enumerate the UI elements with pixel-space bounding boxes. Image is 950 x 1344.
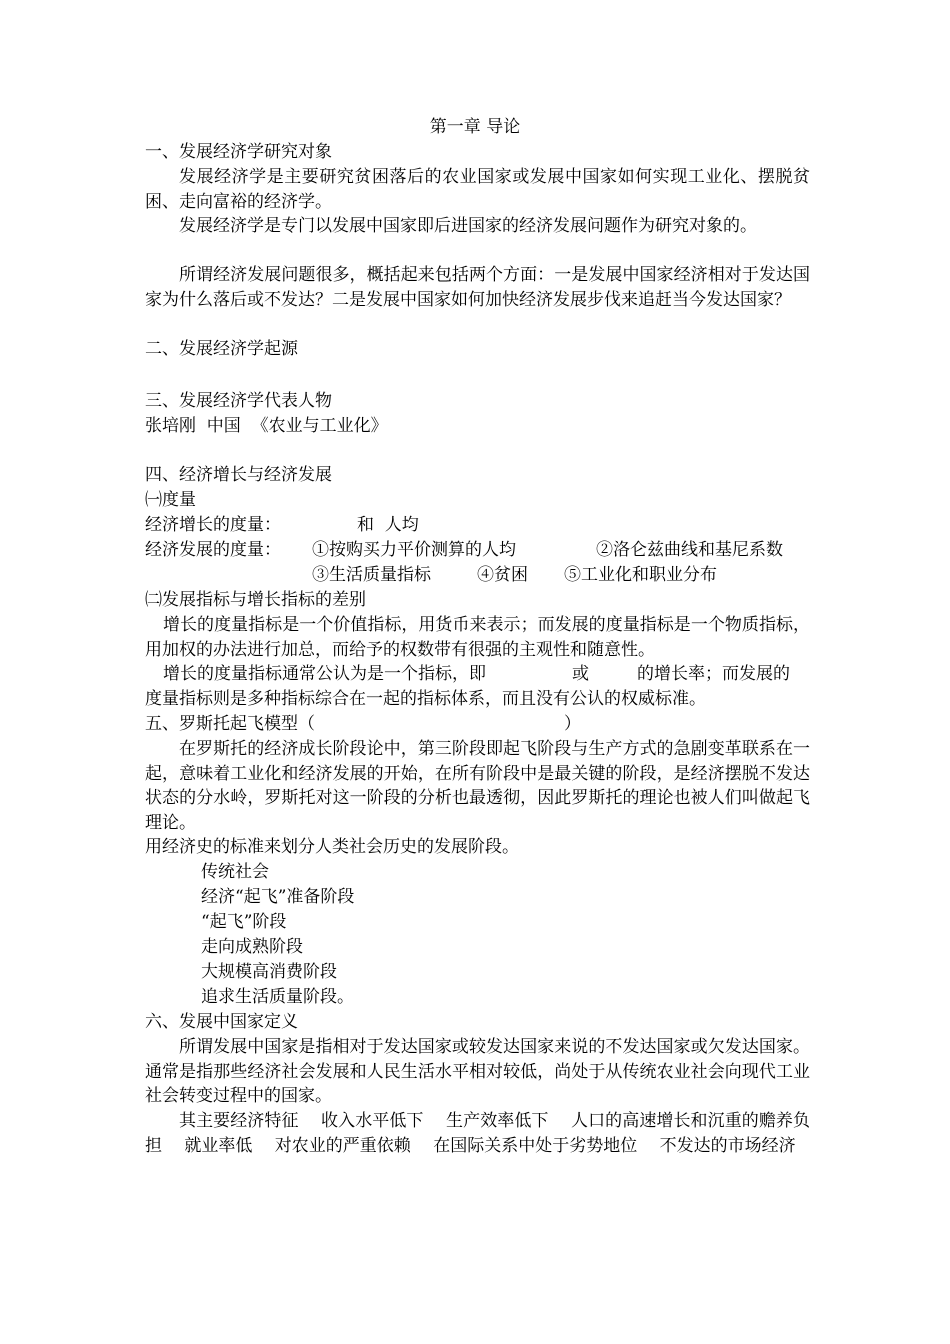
section-3-heading: 三、发展经济学代表人物 <box>145 391 332 411</box>
section-1-paragraph-1: 发展经济学是主要研究贫困落后的农业国家或发展中国家如何实现工业化、摆脱贫困、走向富裕的经济学。 <box>145 167 810 212</box>
section-6-paragraph-2: 其主要经济特征 收入水平低下 生产效率低下 人口的高速增长和沉重的赡养负担 就业率低 对农业的严重依赖 在国际关系中处于劣势地位 不发达的市场经济 <box>145 1111 810 1156</box>
section-1-heading: 一、发展经济学研究对象 <box>145 142 332 162</box>
section-4-paragraph-2-part-b: 或 <box>572 664 589 684</box>
section-4-paragraph-2-part-c-line-1: 的增长率；而发展的 <box>637 664 790 684</box>
development-measure-item-3: ③生活质量指标 <box>312 565 431 585</box>
stage-item: 追求生活质量阶段。 <box>201 987 354 1007</box>
chapter-title: 第一章 导论 <box>429 117 521 137</box>
section-4-paragraph-2-part-a: 增长的度量指标通常公认为是一个指标，即 <box>163 664 486 684</box>
development-measure-item-2: ②洛仑兹曲线和基尼系数 <box>596 540 783 560</box>
stage-item: “起飞”阶段 <box>201 912 287 932</box>
section-6-paragraph-1: 所谓发展中国家是指相对于发达国家或较发达国家来说的不发达国家或欠发达国家。通常是指那些经济社会发展和人民生活水平相对较低，尚处于从传统农业社会向现代工业社会转变过程中的国家。 <box>145 1037 810 1107</box>
stage-item: 传统社会 <box>201 862 269 882</box>
section-1-paragraph-3: 所谓经济发展问题很多，概括起来包括两个方面：一是发展中国家经济相对于发达国家为什么落后或不发达？二是发展中国家如何加快经济发展步伐来追赶当今发达国家？ <box>145 265 810 310</box>
section-4-subheading-2: ㈡发展指标与增长指标的差别 <box>145 590 366 610</box>
section-4-heading: 四、经济增长与经济发展 <box>145 465 332 485</box>
growth-measure-value: 和 人均 <box>357 515 419 535</box>
section-5-paragraph-1: 在罗斯托的经济成长阶段论中，第三阶段即起飞阶段与生产方式的急剧变革联系在一起，意味着工业化和经济发展的开始，在所有阶段中是最关键的阶段，是经济摆脱不发达状态的分水岭，罗斯托对这一阶段的分析也最透彻，因此罗斯托的理论也被人们叫做起飞理论。 <box>145 739 810 833</box>
growth-measure-label: 经济增长的度量： <box>145 515 281 535</box>
development-measure-item-1: ①按购买力平价测算的人均 <box>312 540 516 560</box>
section-1-paragraph-2: 发展经济学是专门以发展中国家即后进国家的经济发展问题作为研究对象的。 <box>179 216 757 236</box>
development-measure-label: 经济发展的度量： <box>145 540 281 560</box>
development-measure-item-5: ⑤工业化和职业分布 <box>564 565 717 585</box>
section-6-heading: 六、发展中国家定义 <box>145 1012 298 1032</box>
section-5-heading: 五、罗斯托起飞模型（ <box>145 714 315 734</box>
stage-item: 大规模高消费阶段 <box>201 962 337 982</box>
representative-person: 张培刚 中国 《农业与工业化》 <box>145 416 388 436</box>
development-measure-item-4: ④贫困 <box>477 565 528 585</box>
section-4-paragraph-2-part-c-line-2: 度量指标则是多种指标综合在一起的指标体系，而且没有公认的权威标准。 <box>145 689 706 709</box>
section-2-heading: 二、发展经济学起源 <box>145 339 298 359</box>
section-5-paragraph-2: 用经济史的标准来划分人类社会历史的发展阶段。 <box>145 837 519 857</box>
section-4-subheading-1: ㈠度量 <box>145 490 196 510</box>
section-4-paragraph-1: 增长的度量指标是一个价值指标，用货币来表示；而发展的度量指标是一个物质指标，用加权的办法进行加总，而给予的权数带有很强的主观性和随意性。 <box>145 615 810 660</box>
stage-item: 经济“起飞”准备阶段 <box>201 887 355 907</box>
section-5-heading-close: ） <box>564 714 581 734</box>
stage-item: 走向成熟阶段 <box>201 937 303 957</box>
